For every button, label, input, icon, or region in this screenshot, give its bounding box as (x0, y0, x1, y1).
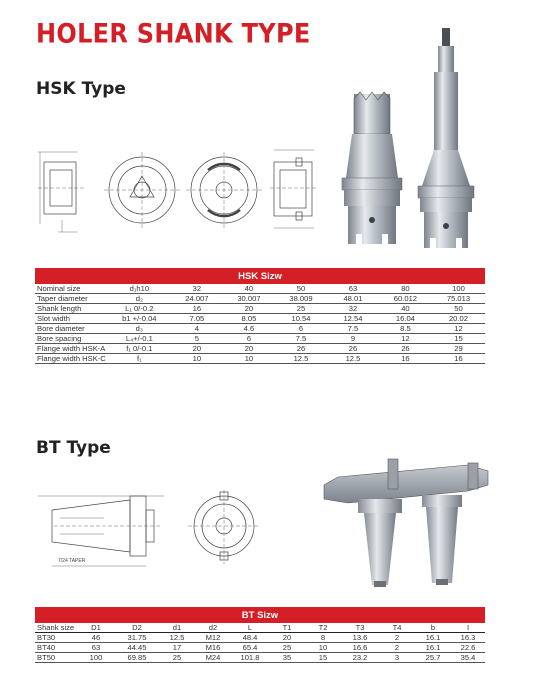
table-cell: 2 (379, 643, 415, 653)
table-cell: 40 (223, 284, 275, 294)
table-cell: 10 (171, 354, 223, 364)
table-header-cell: Shank size (35, 623, 77, 633)
table-row (35, 314, 485, 324)
table-row (35, 294, 485, 304)
bt-table-body (35, 623, 485, 663)
table-cell: f₁ 0/-0.1 (108, 344, 171, 354)
table-cell: 7.5 (327, 324, 379, 334)
table-cell: 6 (223, 334, 275, 344)
table-cell: 15 (432, 334, 485, 344)
table-header-cell: b (415, 623, 451, 633)
table-cell: 5 (171, 334, 223, 344)
table-cell: 3 (379, 653, 415, 663)
row-label: BT40 (35, 643, 77, 653)
table-cell: d₂ (108, 294, 171, 304)
table-cell: d₃ (108, 324, 171, 334)
bt-holder-right-image (422, 495, 462, 585)
table-cell: 13.6 (341, 633, 379, 643)
row-label: BT50 (35, 653, 77, 663)
table-cell: 2 (379, 633, 415, 643)
table-cell: 10 (305, 643, 341, 653)
row-label: Bore diameter (35, 324, 108, 334)
table-row (35, 354, 485, 364)
table-cell: 26 (275, 344, 327, 354)
table-cell: 32 (171, 284, 223, 294)
table-cell: f₁ (108, 354, 171, 364)
table-cell: b1 +/-0.04 (108, 314, 171, 324)
bt-technical-drawing (34, 478, 274, 578)
table-cell: 6 (275, 324, 327, 334)
table-cell: 12.54 (327, 314, 379, 324)
table-cell: 50 (432, 304, 485, 314)
table-cell: 16.1 (415, 643, 451, 653)
table-cell: 38.009 (275, 294, 327, 304)
table-cell: 101.8 (231, 653, 269, 663)
table-cell: 7.05 (171, 314, 223, 324)
table-row (35, 284, 485, 294)
table-cell: 16.3 (451, 633, 485, 643)
table-cell: 26 (327, 344, 379, 354)
table-cell: 35 (269, 653, 305, 663)
table-cell: 100 (77, 653, 115, 663)
table-header-cell: D1 (77, 623, 115, 633)
table-row (35, 304, 485, 314)
table-header-cell: I (451, 623, 485, 633)
table-cell: 22.6 (451, 643, 485, 653)
hsk-table-title: HSK Sizw (35, 268, 485, 284)
table-cell: 69.85 (115, 653, 159, 663)
row-label: Taper diameter (35, 294, 108, 304)
table-cell: L₁ 0/-0.2 (108, 304, 171, 314)
table-header-cell: T4 (379, 623, 415, 633)
hsk-table-body (35, 284, 485, 364)
table-cell: M12 (195, 633, 231, 643)
table-cell: 75.013 (432, 294, 485, 304)
table-cell: 26 (379, 344, 432, 354)
table-cell: 30.007 (223, 294, 275, 304)
bt-rack-image (324, 459, 488, 503)
table-cell: 20 (223, 344, 275, 354)
table-cell: 35.4 (451, 653, 485, 663)
table-cell: 17 (159, 643, 195, 653)
hsk-right-holder-image (418, 28, 474, 248)
table-row (35, 334, 485, 344)
hsk-technical-drawing (34, 140, 324, 240)
table-cell: 20 (269, 633, 305, 643)
table-cell: 46 (77, 633, 115, 643)
hsk-holder-photo (330, 28, 490, 253)
table-cell: 25 (159, 653, 195, 663)
table-cell: 25.7 (415, 653, 451, 663)
bt-holder-photo (318, 455, 496, 595)
table-cell: 12.5 (327, 354, 379, 364)
table-cell: 7.5 (275, 334, 327, 344)
table-cell: 10 (223, 354, 275, 364)
table-header-row (35, 623, 485, 633)
table-cell: 32 (327, 304, 379, 314)
hsk-section-title: HSK Type (36, 79, 126, 99)
table-cell: 100 (432, 284, 485, 294)
table-row (35, 643, 485, 653)
table-cell: 80 (379, 284, 432, 294)
row-label: Nominal size (35, 284, 108, 294)
table-row (35, 633, 485, 643)
bt-holder-left-image (358, 499, 402, 587)
table-cell: 16.6 (341, 643, 379, 653)
table-cell: 12 (379, 334, 432, 344)
table-cell: 16 (171, 304, 223, 314)
table-row (35, 324, 485, 334)
bt-taper-label: 7/24 TAPER (58, 558, 86, 564)
table-cell: 8.05 (223, 314, 275, 324)
bt-size-table (35, 607, 485, 663)
table-cell: 60.012 (379, 294, 432, 304)
table-header-cell: T2 (305, 623, 341, 633)
table-cell: 20 (171, 344, 223, 354)
bt-table-title: BT Sizw (35, 607, 485, 623)
table-header-cell: d1 (159, 623, 195, 633)
row-label: Flange width HSK-A (35, 344, 108, 354)
table-cell: 16.04 (379, 314, 432, 324)
row-label: Slot width (35, 314, 108, 324)
table-cell: 10.54 (275, 314, 327, 324)
row-label: Bore spacing (35, 334, 108, 344)
table-cell: 12 (432, 324, 485, 334)
table-cell: 20.02 (432, 314, 485, 324)
row-label: Flange width HSK-C (37, 354, 106, 363)
table-cell: 4 (171, 324, 223, 334)
table-cell: 9 (327, 334, 379, 344)
table-cell: L₄+/-0.1 (108, 334, 171, 344)
hsk-size-table (35, 268, 485, 364)
table-cell: 16 (432, 354, 485, 364)
table-cell: 15 (305, 653, 341, 663)
table-cell: 4.6 (223, 324, 275, 334)
table-header-cell: L (231, 623, 269, 633)
row-label: Shank length (35, 304, 108, 314)
table-cell: 20 (223, 304, 275, 314)
table-cell: 63 (77, 643, 115, 653)
table-cell: 23.2 (341, 653, 379, 663)
table-header-cell: D2 (115, 623, 159, 633)
table-cell: 48.4 (231, 633, 269, 643)
bt-section-title: BT Type (36, 438, 111, 458)
table-header-cell: T1 (269, 623, 305, 633)
table-row (35, 344, 485, 354)
table-cell: 8.5 (379, 324, 432, 334)
table-cell: 12.5 (159, 633, 195, 643)
table-header-cell: T3 (341, 623, 379, 633)
table-cell: 16.1 (415, 633, 451, 643)
table-cell: 25 (269, 643, 305, 653)
table-header-cell: d2 (195, 623, 231, 633)
table-row (35, 653, 485, 663)
page-title: HOLER SHANK TYPE (36, 18, 311, 50)
table-cell: 40 (379, 304, 432, 314)
table-cell: 50 (275, 284, 327, 294)
table-cell: M24 (195, 653, 231, 663)
table-cell: 48.01 (327, 294, 379, 304)
hsk-left-holder-image (342, 92, 402, 244)
row-label: BT30 (35, 633, 77, 643)
table-cell: 44.45 (115, 643, 159, 653)
table-cell: M16 (195, 643, 231, 653)
table-cell: d₁h10 (108, 284, 171, 294)
table-cell: 31.75 (115, 633, 159, 643)
table-cell: 16 (379, 354, 432, 364)
table-cell: 25 (275, 304, 327, 314)
table-cell: 63 (327, 284, 379, 294)
table-cell: 12.5 (275, 354, 327, 364)
table-cell: 65.4 (231, 643, 269, 653)
table-cell: 24.007 (171, 294, 223, 304)
table-cell: 8 (305, 633, 341, 643)
table-cell: 29 (432, 344, 485, 354)
